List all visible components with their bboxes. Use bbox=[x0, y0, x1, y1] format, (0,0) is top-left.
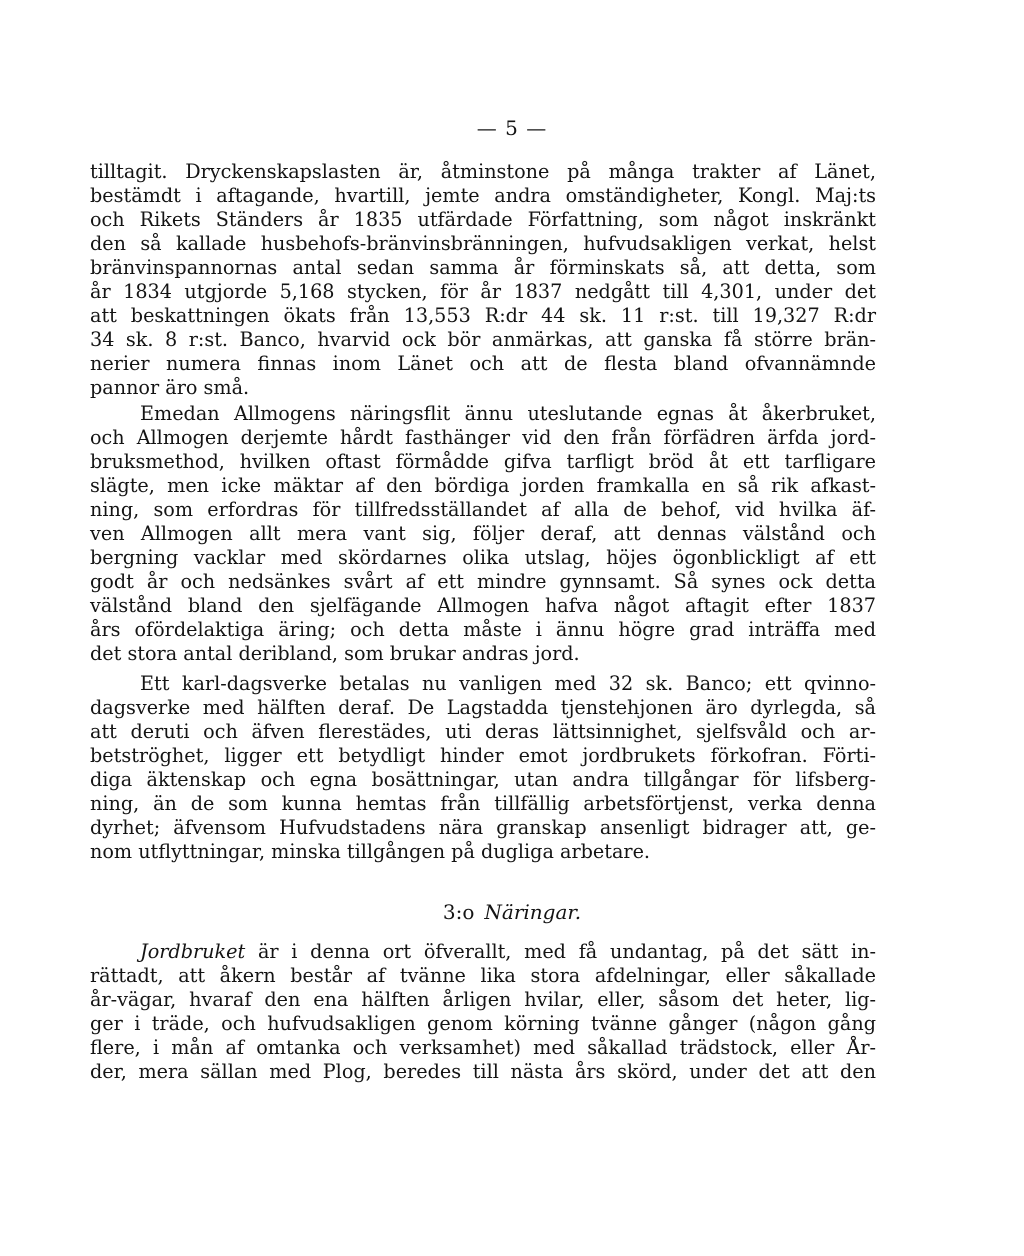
text-line: välstånd bland den sjelfägande Allmogen hafva något aftagit efter 1837 bbox=[90, 594, 876, 617]
text-line: 34 sk. 8 r:st. Banco, hvarvid ock bör anmärkas, att ganska få större brän- bbox=[90, 328, 876, 351]
text-line: diga äktenskap och egna bosättningar, utan andra tillgångar för lifsberg- bbox=[90, 768, 876, 791]
text-line: att beskattningen ökats från 13,553 R:dr 44 sk. 11 r:st. till 19,327 R:dr bbox=[90, 304, 876, 327]
text-line: ning, som erfordras för tillfredsställandet af alla de behof, vid hvilka äf- bbox=[90, 498, 876, 521]
lead-term: Jordbruket bbox=[140, 940, 246, 963]
text-line: ger i träde, och hufvudsakligen genom körning tvänne gånger (någon gång bbox=[90, 1012, 876, 1035]
text-line: bestämdt i aftagande, hvartill, jemte andra omständigheter, Kongl. Maj:ts bbox=[90, 184, 876, 207]
text-line: och Allmogen derjemte hårdt fasthänger vid den från förfädren ärfda jord- bbox=[90, 426, 876, 449]
text-line: Emedan Allmogens näringsflit ännu uteslutande egnas åt åkerbruket, bbox=[140, 402, 876, 425]
text-line-rest: är i denna ort öfverallt, med få undantag, på det sätt in- bbox=[245, 940, 876, 963]
text-line: Ett karl-dagsverke betalas nu vanligen med 32 sk. Banco; ett qvinno- bbox=[140, 672, 876, 695]
text-line: bränvinspannornas antal sedan samma år förminskats så, att detta, som bbox=[90, 256, 876, 279]
text-line: ning, än de som kunna hemtas från tillfällig arbetsförtjenst, verka denna bbox=[90, 792, 876, 815]
text-line: tilltagit. Dryckenskapslasten är, åtminstone på många trakter af Länet, bbox=[90, 160, 876, 183]
text-line: det stora antal deribland, som brukar andras jord. bbox=[90, 642, 580, 665]
section-title: Näringar. bbox=[484, 900, 582, 924]
text-line: der, mera sällan med Plog, beredes till nästa års skörd, under det att den bbox=[90, 1060, 876, 1083]
section-heading bbox=[0, 900, 1024, 924]
text-line: dyrhet; äfvensom Hufvudstadens nära granskap ansenligt bidrager att, ge- bbox=[90, 816, 876, 839]
text-line: pannor äro små. bbox=[90, 376, 250, 399]
text-line: år-vägar, hvaraf den ena hälften årligen hvilar, eller, såsom det heter, lig- bbox=[90, 988, 876, 1011]
text-line: den så kallade husbehofs-bränvinsbränningen, hufvudsakligen verkat, helst bbox=[90, 232, 876, 255]
text-line: år 1834 utgjorde 5,168 stycken, för år 1837 nedgått till 4,301, under det bbox=[90, 280, 876, 303]
text-line: betströghet, ligger ett betydligt hinder emot jordbrukets förkofran. Förti- bbox=[90, 744, 876, 767]
text-line: nom utflyttningar, minska tillgången på dugliga arbetare. bbox=[90, 840, 651, 863]
page-number: — 5 — bbox=[476, 116, 548, 140]
text-line: rättadt, att åkern består af tvänne lika stora afdelningar, eller såkallade bbox=[90, 964, 876, 987]
text-line: att deruti och äfven flerestädes, uti deras lättsinnighet, sjelfsvåld och ar- bbox=[90, 720, 876, 743]
text-line: dagsverke med hälften deraf. De Lagstadda tjenstehjonen äro dyrlegda, så bbox=[90, 696, 876, 719]
text-line bbox=[140, 940, 876, 964]
text-line: bruksmethod, hvilken oftast förmådde gifva tarfligt bröd åt ett tarfligare bbox=[90, 450, 876, 473]
section-number: 3:o bbox=[442, 900, 475, 924]
text-line: flere, i mån af omtanka och verksamhet) med såkallad trädstock, eller År- bbox=[90, 1036, 876, 1059]
text-line: nerier numera finnas inom Länet och att de flesta bland ofvannämnde bbox=[90, 352, 876, 375]
text-line: godt år och nedsänkes svårt af ett mindre gynnsamt. Så synes ock detta bbox=[90, 570, 876, 593]
text-line: års ofördelaktiga äring; och detta måste i ännu högre grad inträffa med bbox=[90, 618, 876, 641]
text-line: och Rikets Ständers år 1835 utfärdade Författning, som något inskränkt bbox=[90, 208, 876, 231]
text-line: slägte, men icke mäktar af den bördiga jorden framkalla en så rik afkast- bbox=[90, 474, 876, 497]
text-line: bergning vacklar med skördarnes olika utslag, höjes ögonblickligt af ett bbox=[90, 546, 876, 569]
text-line: ven Allmogen allt mera vant sig, följer deraf, att dennas välstånd och bbox=[90, 522, 876, 545]
